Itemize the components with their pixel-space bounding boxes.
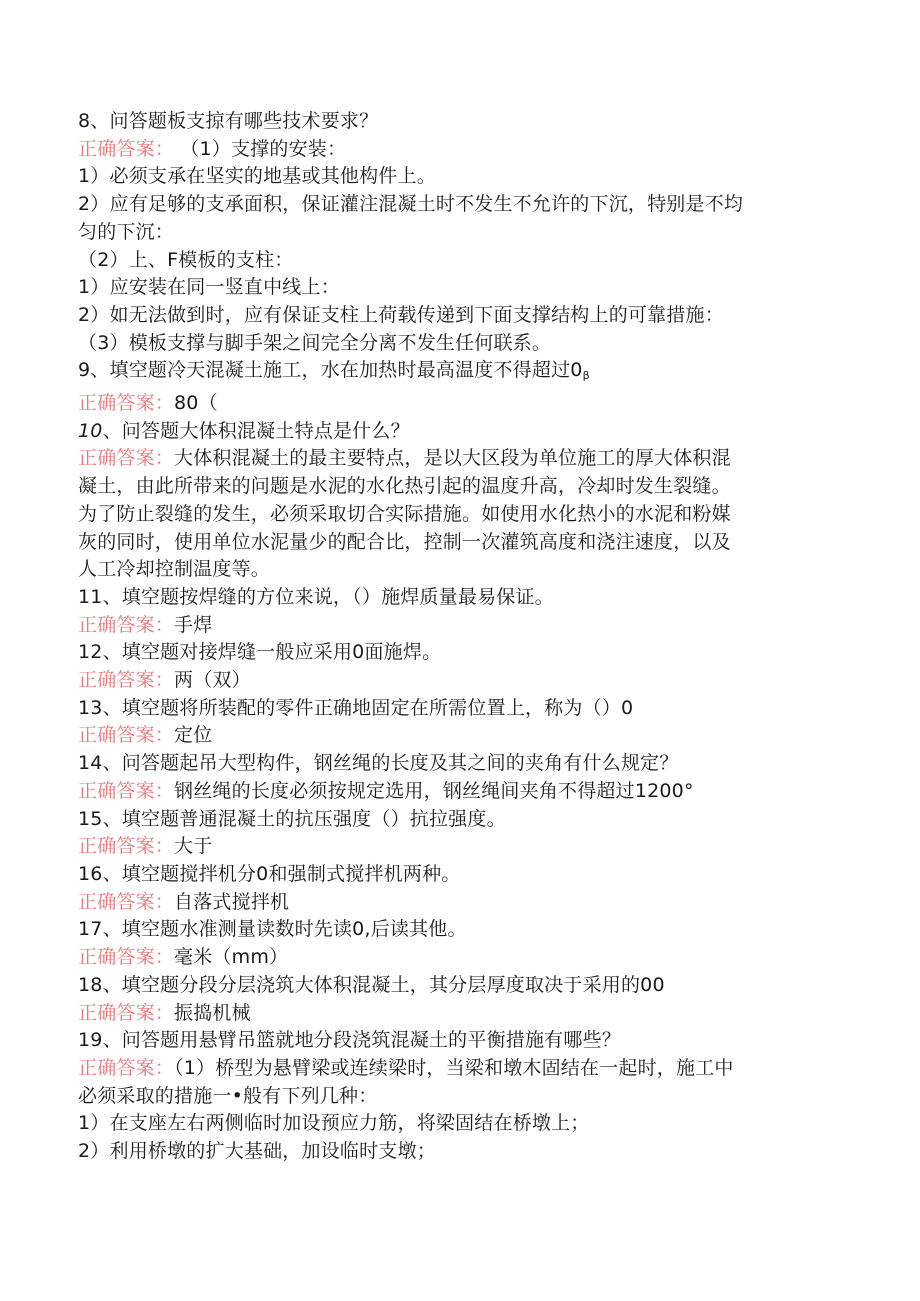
answer-label: 正确答案： <box>78 890 175 913</box>
answer-13: 正确答案：定位 <box>78 724 213 747</box>
answer-text-line: 1）在支座左右两侧临时加设预应力筋，将梁固结在桥墩上； <box>78 1112 590 1135</box>
question-12: 12、填空题对接焊缝一般应采用0面施焊。 <box>78 641 442 664</box>
answer-15: 正确答案：大于 <box>78 835 213 858</box>
question-14: 14、问答题起吊大型构件，钢丝绳的长度及其之间的夹角有什么规定？ <box>78 752 679 775</box>
question-number: 10 <box>78 419 103 442</box>
question-19: 19、问答题用悬臂吊篮就地分段浇筑混凝土的平衡措施有哪些？ <box>78 1029 621 1052</box>
answer-18: 正确答案：振捣机械 <box>78 1001 251 1024</box>
answer-text-line: 2）应有足够的支承面积，保证灌注混凝土时不发生不允许的下沉，特别是不均 <box>78 193 744 216</box>
question-8: 8、问答题板支掠有哪些技术要求？ <box>78 110 379 132</box>
answer-12: 正确答案：两（双） <box>78 669 251 692</box>
answer-text-line: 灰的同时，使用单位水泥量少的配合比，控制一次灌筑高度和浇注速度，以及 <box>78 530 731 553</box>
answer-text-line: 必须采取的措施一•般有下列几种： <box>78 1084 378 1107</box>
question-18: 18、填空题分段分层浇筑大体积混凝土，其分层厚度取决于采用的00 <box>78 973 665 996</box>
answer-10: 正确答案：大体积混凝土的最主要特点，是以大区段为单位施工的厚大体积混 <box>78 447 731 470</box>
answer-text-line: 凝土，由此所带来的问题是水泥的水化热引起的温度升高，冷却时发生裂缝。 <box>78 475 731 498</box>
answer-19: 正确答案：（1）桥型为悬臂梁或连续梁时，当梁和墩木固结在一起时，施工中 <box>78 1056 734 1079</box>
answer-label: 正确答案： <box>78 137 175 160</box>
question-16: 16、填空题搅拌机分0和强制式搅拌机两种。 <box>78 862 461 885</box>
question-13: 13、填空题将所装配的零件正确地固定在所需位置上，称为（）0 <box>78 696 634 719</box>
answer-text-line: 为了防止裂缝的发生，必须采取切合实际措施。如使用水化热小的水泥和粉媒 <box>78 502 731 525</box>
answer-label: 正确答案： <box>78 1056 175 1079</box>
answer-label: 正确答案： <box>78 447 175 470</box>
answer-text-line: （3）模板支撑与脚手架之间完全分离不发生任何联系。 <box>78 331 552 354</box>
answer-label: 正确答案： <box>78 392 175 415</box>
answer-text-line: 人工冷却控制温度等。 <box>78 558 271 581</box>
answer-9: 正确答案：80（ <box>78 392 218 415</box>
answer-17: 正确答案：毫米（mm） <box>78 946 289 969</box>
answer-text-line: 2）利用桥墩的扩大基础，加设临时支墩； <box>78 1140 436 1163</box>
question-10: 10、问答题大体积混凝土特点是什么？ <box>78 419 410 442</box>
question-15: 15、填空题普通混凝土的抗压强度（）抗拉强度。 <box>78 807 506 830</box>
answer-text-line: 2）如无法做到时，应有保证支柱上荷载传递到下面支撑结构上的可靠措施： <box>78 303 724 326</box>
answer-label: 正确答案： <box>78 669 175 692</box>
question-9: 9、填空题冷天混凝土施工，水在加热时最高温度不得超过$0_\beta$ <box>78 359 590 383</box>
question-17: 17、填空题水准测量读数时先读0,后读其他。 <box>78 918 467 941</box>
answer-label: 正确答案： <box>78 835 175 858</box>
document-body <box>78 108 838 1166</box>
answer-label: 正确答案： <box>78 946 175 969</box>
answer-label: 正确答案： <box>78 613 175 636</box>
answer-text-line: 1）必须支承在坚实的地基或其他构件上。 <box>78 165 436 188</box>
answer-16: 正确答案：自落式搅拌机 <box>78 890 290 913</box>
answer-11: 正确答案：手焊 <box>78 613 213 636</box>
answer-label: 正确答案： <box>78 779 175 802</box>
answer-8: 正确答案： （1）支撑的安装： <box>78 137 347 160</box>
answer-text-line: （2）上、F模板的支柱： <box>78 248 294 271</box>
subscript-mark: β <box>582 369 590 383</box>
answer-text-line: 1）应安装在同一竖直中线上： <box>78 276 340 299</box>
answer-label: 正确答案： <box>78 724 175 747</box>
answer-text-line: 匀的下沉： <box>78 220 175 243</box>
answer-label: 正确答案： <box>78 1001 175 1024</box>
question-11: 11、填空题按焊缝的方位来说，（）施焊质量最易保证。 <box>78 585 554 608</box>
answer-14: 正确答案：钢丝绳的长度必须按规定选用，钢丝绳间夹角不得超过1200° <box>78 779 694 802</box>
